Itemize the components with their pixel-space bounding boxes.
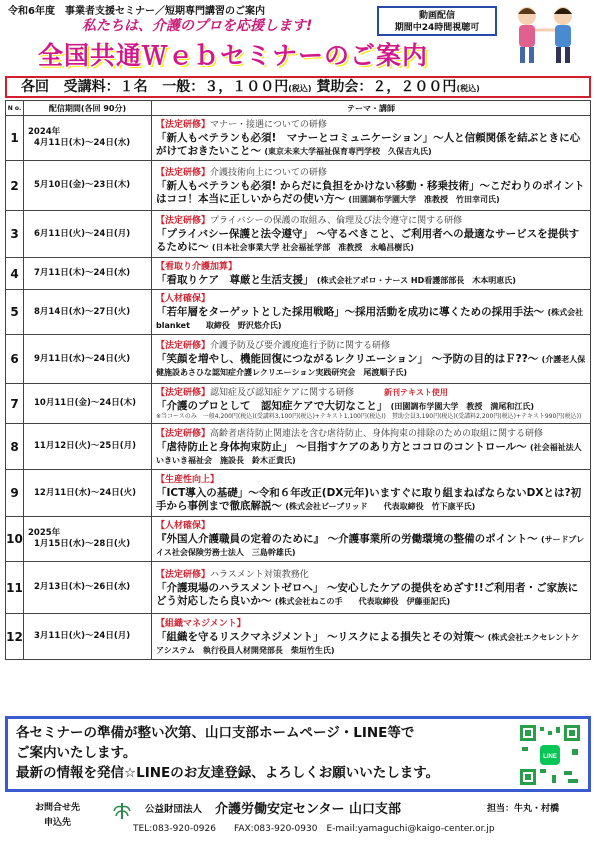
inquiry-line-2: 申込先: [44, 818, 72, 828]
qr-line-label: LINE: [543, 754, 557, 760]
period-label: 8月14日(水)～27日(火): [34, 306, 131, 317]
topic-cell: [152, 335, 591, 384]
period-label: 1月15日(水)～28日(火): [34, 539, 131, 549]
seminar-title: 「介護のプロとして 認知症ケアで大切なこと」: [156, 400, 388, 412]
period-cell: [24, 258, 152, 290]
schedule-table: [5, 100, 591, 660]
period-label: 10月11日(金)～24日(木): [34, 398, 137, 408]
header: [0, 0, 596, 76]
row-number: 11: [6, 562, 24, 614]
notice-line-1: 各セミナーの準備が整い次第、山口支部ホームページ・LINE等で: [16, 725, 415, 741]
row-number: 6: [6, 335, 24, 384]
category-note: プライバシーの保護の取組み、倫理及び法令遵守に関する研修: [210, 216, 463, 226]
category-label: 【看取り介護加算】: [156, 262, 238, 272]
table-row: [6, 258, 591, 290]
category-label: 【法定研修】: [156, 167, 211, 178]
seminar-title: 「介護現場のハラスメントゼロへ」 ～安心したケアの提供をめざす!!ご利用者・ご家族にどう対応したら良いか～: [156, 581, 579, 607]
video-line-1: 動画配信: [418, 11, 455, 21]
speaker: (東京未来大学福祉保育専門学校 久保吉丸氏): [264, 147, 432, 156]
row-number: 3: [6, 211, 24, 258]
topic-cell: [152, 116, 591, 161]
table-row: [6, 116, 591, 161]
org-logo: [113, 801, 131, 821]
table-row: [6, 290, 591, 335]
page-title: 全国共通Ｗｅｂセミナーのご案内: [38, 41, 429, 70]
topic-cell: [152, 424, 591, 470]
seminar-title: 「虐待防止と身体拘束防止」 ～目指すケアのあり方とココロのコントロール～: [156, 440, 527, 453]
speaker: (田園調布学園大学 教授 満尾和江氏): [390, 402, 534, 411]
row-number: 10: [6, 517, 24, 562]
period-cell: [24, 290, 152, 335]
notice-line-3: 最新の情報を発信☆LINEのお友達登録、よろしくお願いいたします。: [16, 765, 440, 781]
table-row: [6, 211, 591, 258]
notice-line-2: ご案内いたします。: [16, 745, 137, 761]
category-note: ハラスメント対策教務化: [210, 569, 309, 580]
period-cell: [24, 335, 152, 384]
topic-cell: [152, 211, 591, 258]
fee-tax-2: (税込): [456, 84, 480, 93]
period-label: 11月12日(火)～25日(月): [34, 441, 137, 451]
period-cell: [24, 116, 152, 161]
seminar-title: 「笑顔を増やし、機能回復につながるレクリエーション」 ～予防の目的はＦ??～: [156, 353, 539, 365]
header-topic: テーマ・講師: [152, 101, 591, 116]
seminar-title: 「ICT導入の基礎」～令和６年改正(DX元年)いますぐに取り組まねばならないDXとは?初手から事例まで徹底解説～: [156, 487, 582, 512]
seminar-title: 「プライバシー保護と法令遵守」 ～守るべきこと、ご利用者への最適なサービスを提供するために～: [156, 228, 580, 253]
speaker: (株式会社ねこの手 代表取締役 伊藤亜記氏): [274, 596, 451, 606]
topic-cell: [152, 562, 591, 614]
row-number: 7: [6, 384, 24, 424]
period-label: 2月13日(木)～26日(水): [34, 582, 131, 592]
topic-cell: [152, 517, 591, 562]
speaker: (株式会社blanket 取締役 野沢悠介氏): [156, 308, 584, 330]
table-row: [6, 517, 591, 562]
speaker: (株式会社エクセレントケアシステム 執行役員人材開発部長 柴垣竹生氏): [156, 632, 580, 655]
inquiry-line-1: お問合せ先: [35, 803, 81, 813]
speaker: (日本社会事業大学 社会福祉学部 准教授 永嶋昌樹氏): [211, 243, 414, 252]
topic-cell: [152, 384, 591, 424]
header-period: 配信期間(各回 90分): [24, 101, 152, 116]
video-badge: [377, 6, 497, 36]
category-label: 【人材確保】: [156, 294, 211, 304]
fee-banner: [5, 76, 591, 98]
table-row: [6, 562, 591, 614]
row-number: 12: [6, 614, 24, 660]
period-cell: [24, 161, 152, 211]
category-label: 【法定研修】: [156, 569, 211, 580]
seminar-title: 「新人もベテランも必須! マナーとコミュニケーション」～人と信頼関係を結ぶときに心がけておきたいこと～: [156, 132, 581, 157]
row-number: 8: [6, 424, 24, 470]
fine-print: ※当コースのみ 一般4,200円(税込)(受講料3,100円(税込)+テキスト1,100円(税込)) 賛助会員3,190円(税込)(受講料2,200円(税込)+テキスト990円(税込)): [156, 413, 582, 420]
category-note: 介護技術向上についての研修: [210, 167, 327, 178]
notice-box: [5, 716, 591, 792]
period-cell: [24, 384, 152, 424]
topic-cell: [152, 258, 591, 290]
category-label: 【人材確保】: [156, 521, 211, 531]
contact-info: TEL:083-920-0926 FAX:083-920-0930 E-mail:yamaguchi@kaigo-center.or.jp: [133, 824, 495, 834]
speaker: (サードプレイス社会保険労務士法人 三島幹雄氏): [156, 535, 585, 557]
topic-cell: [152, 470, 591, 517]
period-label: 9月11日(水)～24日(火): [34, 353, 131, 364]
row-number: 4: [6, 258, 24, 290]
fee-tax-1: (税込): [288, 84, 312, 93]
speaker: (株式会社アポロ・ナース HD看護部部長 木本明恵氏): [316, 276, 516, 285]
speaker: (株式会社ビーブリッド 代表取締役 竹下康平氏): [285, 502, 476, 511]
period-label: 12月11日(水)～24日(火): [34, 487, 137, 498]
fee-label: 受講料：１名: [63, 79, 148, 95]
category-label: 【組織マネジメント】: [156, 618, 246, 629]
category-label: 【生産性向上】: [156, 475, 220, 485]
period-cell: [24, 614, 152, 660]
seminar-title: 「組織を守るリスクマネジメント」 ～リスクによる損失とその対策～: [156, 630, 485, 643]
speaker: (介護老人保健施設あさひな認知症介護レクリエーション実践研究会 尾渡順子氏): [156, 355, 586, 377]
category-note: マナー・接遇についての研修: [210, 120, 327, 130]
table-row: [6, 384, 591, 424]
category-label: 【法定研修】: [156, 216, 211, 226]
period-label: 6月11日(火)～24日(月): [34, 228, 131, 239]
line-qr-code[interactable]: [518, 723, 582, 787]
period-cell: [24, 470, 152, 517]
table-row: [6, 335, 591, 384]
new-text-note: 新刊テキスト使用: [384, 388, 448, 397]
seminar-title: 「若年層をターゲットとした採用戦略」～採用活動を成功に導くための採用手法～: [156, 306, 545, 318]
table-row: [6, 424, 591, 470]
seminar-title: 「看取りケア 尊厳と生活支援」: [156, 274, 314, 286]
period-label: 5月10日(金)～23日(木): [34, 180, 131, 190]
fee-general: 一般：３，１００円: [162, 79, 289, 95]
org-type: 公益財団法人: [145, 804, 203, 815]
category-note: 認知症及び認知症ケアに関する研修: [210, 388, 355, 398]
category-note: 介護予防及び要介護度進行予防に関する研修: [210, 341, 391, 351]
row-number: 2: [6, 161, 24, 211]
category-label: 【法定研修】: [156, 120, 211, 130]
period-label: 7月11日(木)～24日(水): [34, 268, 131, 278]
catchphrase: 私たちは、介護のプロを応援します!: [82, 18, 313, 34]
table-row: [6, 470, 591, 517]
seminar-title: 『外国人介護職員の定着のために』 ～介護事業所の労働環境の整備のポイント～: [156, 533, 538, 545]
staff-label: 担当：牛丸・村橋: [487, 804, 560, 814]
category-label: 【法定研修】: [156, 428, 211, 439]
period-cell: [24, 517, 152, 562]
table-header-row: [6, 101, 591, 116]
period-label: 3月11日(火)～24日(月): [34, 631, 131, 641]
category-label: 【法定研修】: [156, 388, 211, 398]
fee-each: 各回: [21, 79, 49, 95]
category-label: 【法定研修】: [156, 341, 211, 351]
period-cell: [24, 562, 152, 614]
program-label: 令和6年度 事業者支援セミナー／短期専門講習のご案内: [8, 6, 265, 17]
header-no: N o.: [6, 101, 24, 116]
video-line-2: 期間中24時間視聴可: [394, 23, 480, 33]
topic-cell: [152, 614, 591, 660]
org-name: 介護労働安定センター 山口支部: [215, 802, 402, 817]
seminar-title: 「新人もベテランも必須! からだに負担をかけない移動・移乗技術」～こだわりのポイントはココ！本当に正しいからだの使い方～: [156, 179, 585, 205]
category-note: 高齢者虐待防止関連法を含む虐待防止、身体拘束の排除のための取組に関する研修: [210, 428, 544, 439]
topic-cell: [152, 161, 591, 211]
inquiry-label: [35, 801, 80, 831]
topic-cell: [152, 290, 591, 335]
year-label: 2024年: [28, 127, 61, 137]
speaker: (社会福祉法人 いきいき福祉会 施設長 鈴木正貴氏): [156, 442, 590, 465]
fee-support: 賛助会：２，２００円: [316, 79, 457, 95]
speaker: (田園調布学園大学 准教授 竹田幸司氏): [348, 194, 500, 204]
row-number: 1: [6, 116, 24, 161]
footer: [5, 797, 591, 839]
table-row: [6, 161, 591, 211]
row-number: 9: [6, 470, 24, 517]
year-label: 2025年: [28, 528, 61, 538]
period-label: 4月11日(木)～24日(水): [34, 138, 131, 148]
caregiver-illustration: [505, 2, 590, 68]
period-cell: [24, 424, 152, 470]
period-cell: [24, 211, 152, 258]
table-row: [6, 614, 591, 660]
row-number: 5: [6, 290, 24, 335]
